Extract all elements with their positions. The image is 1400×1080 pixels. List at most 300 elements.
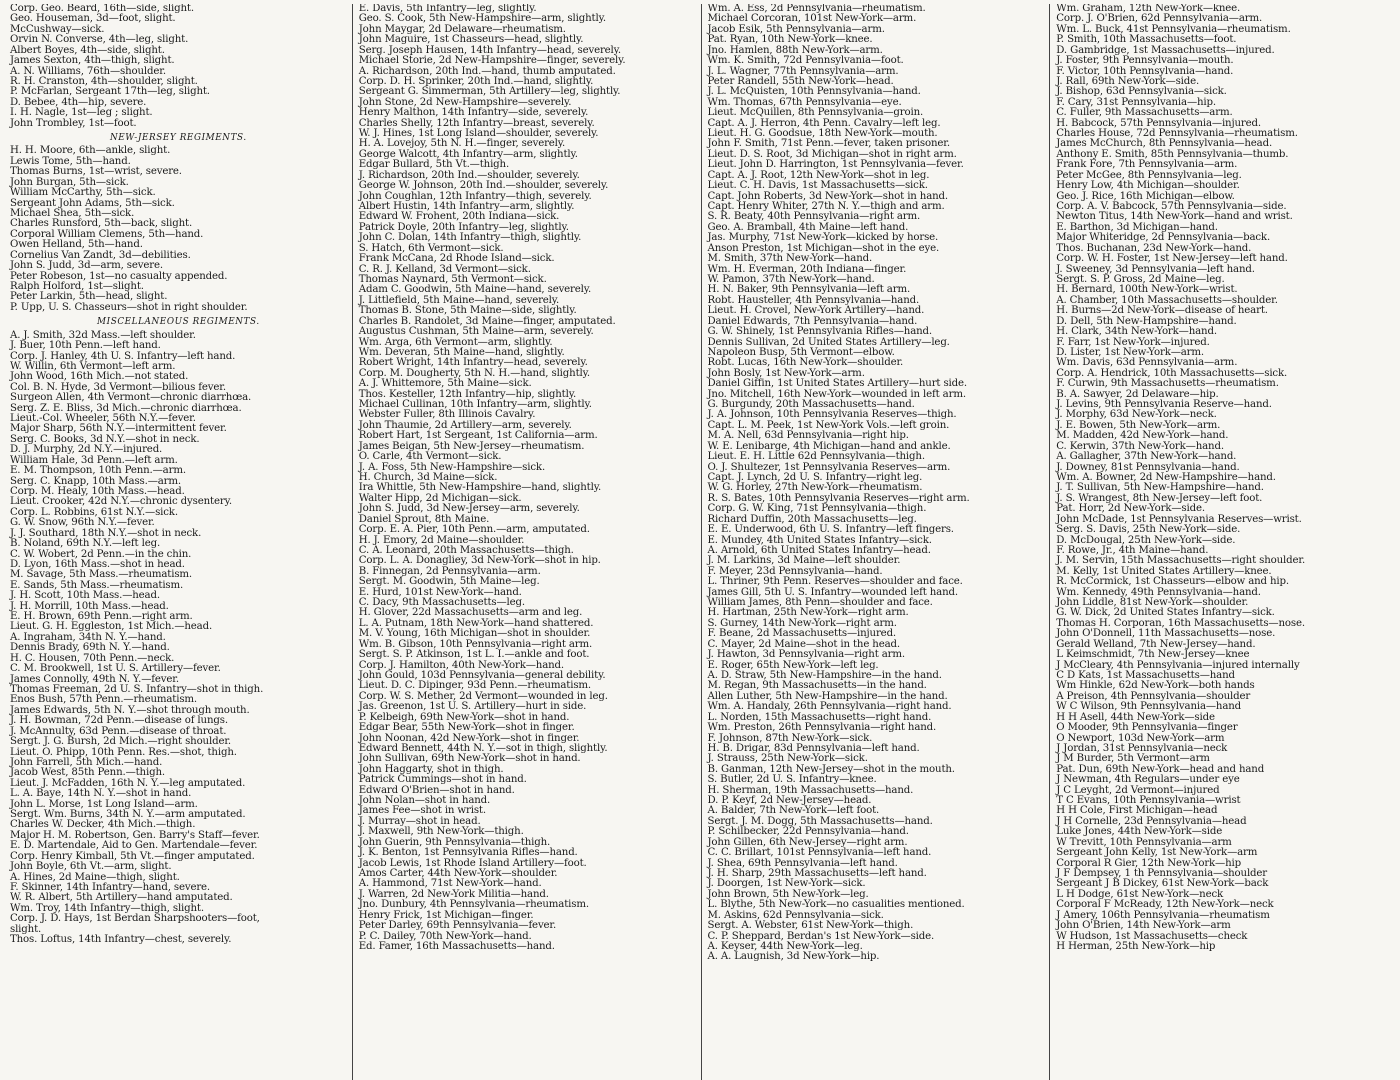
casualty-entry: S. Butler, 2d U. S. Infantry—knee.	[707, 774, 877, 786]
casualty-entry: J. Bishop, 63d Pennsylvania—sick.	[1056, 86, 1227, 98]
casualty-entry: F. Beane, 2d Massachusetts—injured.	[707, 628, 897, 640]
column-4	[1050, 4, 1398, 1080]
casualty-entry: W. J. Hines, 1st Long Island—shoulder, severely.	[358, 128, 599, 140]
casualty-entry: Napoleon Busp, 5th Vermont—elbow.	[707, 346, 895, 358]
casualty-entry: J. T. Sullivan, 5th New-Hampshire—hand.	[1056, 482, 1264, 494]
casualty-entry: John Sullivan, 69th New-York—shot in hand.	[358, 753, 581, 765]
casualty-entry: J. J. Southard, 18th N.Y.—shot in neck.	[10, 527, 202, 539]
casualty-entry: Wm Hinkle, 62d New-York—both hands	[1056, 680, 1255, 692]
casualty-entry: Edward W. Frohent, 20th Indiana—sick.	[358, 211, 560, 223]
casualty-entry: M. Madden, 42d New-York—hand.	[1056, 430, 1229, 442]
casualty-entry: John Stone, 2d New-Hampshire—severely.	[358, 96, 572, 108]
column-1	[4, 4, 353, 1080]
casualty-entry: A. D. Straw, 5th New-Hampshire—in the hand.	[707, 670, 942, 681]
casualty-entry: Dennis Sullivan, 2d United States Artillery—leg.	[707, 336, 950, 348]
casualty-entry: Lieut.-Col. Wheeler, 56th N.Y.—fever.	[10, 413, 196, 425]
casualty-entry: J. Rall, 69th New-York—side.	[1056, 75, 1200, 87]
casualty-entry: Sergt. S. P. Atkinson, 1st L. I.—ankle and foot.	[358, 649, 590, 661]
casualty-entry: Major Sharp, 56th N.Y.—intermittent fever.	[10, 423, 227, 435]
casualty-entry: H. Burns—2d New-York—disease of heart.	[1056, 305, 1268, 317]
casualty-entry: John Nolan—shot in hand.	[358, 795, 491, 807]
casualty-entry: J. Strauss, 25th New-York—sick.	[707, 753, 868, 765]
casualty-entry: John Gillen, 6th New-Jersey—right arm.	[707, 836, 908, 848]
casualty-entry: J. Levins, 9th Pennsylvania Reserve—hand.	[1056, 399, 1272, 411]
casualty-entry: Edgar Bullard, 5th Vt.—thigh.	[358, 159, 510, 171]
casualty-entry: J. Maxwell, 9th New-York—thigh.	[358, 826, 524, 838]
casualty-entry: Wm. Deveran, 5th Maine—hand, slightly.	[358, 346, 565, 358]
casualty-entry: Corp. M. Dougherty, 5th N. H.—hand, slightly.	[358, 367, 590, 379]
casualty-entry: Serg. Z. E. Bliss, 3d Mich.—chronic diarrhœa.	[10, 402, 242, 414]
casualty-entry: F. Farr, 1st New-York—injured.	[1056, 336, 1210, 348]
casualty-entry: Pat. Ryan, 10th New-York—knee.	[707, 34, 873, 46]
casualty-entry: F. Johnson, 87th New-York—sick.	[707, 732, 873, 744]
casualty-entry: John Coughlan, 12th Infantry—thigh, severely.	[358, 190, 592, 202]
casualty-entry: J. L. McQuisten, 10th Pennsylvania—hand.	[707, 86, 921, 98]
casualty-entry: Walter Hipp, 2d Michigan—sick.	[358, 492, 522, 504]
casualty-entry: J. A. Foss, 5th New-Hampshire—sick.	[358, 461, 546, 473]
casualty-entry: G. W. Dick, 2d United States Infantry—sick.	[1056, 607, 1275, 619]
casualty-entry: Major Whiteridge, 2d Pennsylvania—back.	[1056, 232, 1271, 244]
casualty-entry: Lieut. J. McFadden, 16th N. Y.—leg amputated.	[10, 777, 246, 789]
casualty-entry: Lieut. C. H. Davis, 1st Massachusetts—sick.	[707, 180, 928, 192]
casualty-entry: H. Clark, 34th New-York—hand.	[1056, 326, 1217, 338]
casualty-entry: J Newman, 4th Regulars—under eye	[1056, 774, 1240, 786]
casualty-entry: Wm. Preston, 26th Pennsylvania—right hand.	[707, 722, 937, 734]
casualty-entry: Robert Wright, 14th Infantry—head, severely.	[358, 357, 588, 369]
casualty-entry: Thos. Buchanan, 23d New-York—hand.	[1056, 242, 1252, 254]
casualty-entry: A. Hammond, 71st New-York—hand.	[358, 878, 542, 890]
casualty-entry: I. H. Nagle, 1st—leg ; slight.	[10, 107, 153, 119]
casualty-entry: Charles Runsford, 5th—back, slight.	[10, 218, 193, 230]
casualty-entry: L Keimschmidt, 7th New-Jersey—knee	[1056, 649, 1250, 661]
casualty-entry: A. Keyser, 44th New-York—leg.	[707, 940, 863, 952]
casualty-entry: J. Littlefield, 5th Maine—hand, severely.	[358, 294, 560, 306]
casualty-entry: Henry Low, 4th Michigan—shoulder.	[1056, 180, 1240, 192]
casualty-entry: D. P. Keyf, 2d New-Jersey—head.	[707, 795, 872, 807]
casualty-entry: L H Dodge, 61st New-York—neck	[1056, 888, 1224, 900]
casualty-entry: Corporal R Gier, 12th New-York—hip	[1056, 857, 1241, 869]
casualty-entry: John L. Morse, 1st Long Island—arm.	[10, 798, 198, 810]
casualty-entry: Sergt. A. Webster, 61st New-York—thigh.	[707, 920, 914, 932]
casualty-entry: J H Cornelle, 23d Pennsylvania—head	[1056, 815, 1247, 827]
casualty-entry: Corp. L. Robbins, 61st N.Y.—sick.	[10, 506, 178, 518]
casualty-entry: Corp. A. V. Babcock, 57th Pennsylvania—side.	[1056, 201, 1287, 213]
casualty-entry: J. M. Larkins, 3d Maine—left shoulder.	[707, 555, 901, 567]
casualty-entry: C. Dacy, 9th Massachusetts—leg.	[358, 597, 525, 609]
casualty-entry: Daniel Sprout, 8th Maine.	[358, 513, 490, 525]
casualty-entry: John Bosly, 1st New-York—arm.	[707, 367, 865, 379]
casualty-entry: Corporal F McReady, 12th New-York—neck	[1056, 899, 1274, 911]
casualty-entry: Wm. L. Buck, 41st Pennsylvania—rheumatism.	[1056, 23, 1291, 35]
casualty-entry: Sergeant J B Dickey, 61st New-York—back	[1056, 878, 1269, 890]
casualty-entry: Dennis Brady, 69th N. Y.—hand.	[10, 642, 170, 654]
casualty-entry: J F Dempsey, 1 th Pennsylvania—shoulder	[1056, 868, 1268, 880]
casualty-entry: Michael Cullinan, 10th Infantry—arm, slightly.	[358, 399, 592, 411]
casualty-entry: Lewis Tome, 5th—hand.	[10, 155, 131, 167]
casualty-entry: F. Meyer, 23d Pennsylvania—hand.	[707, 565, 883, 577]
casualty-entry: H. Church, 3d Maine—sick.	[358, 471, 498, 483]
casualty-entry: Charles House, 72d Pennsylvania—rheumatism.	[1056, 128, 1298, 140]
casualty-entry: John S. Judd, 3d—arm, severe.	[10, 260, 163, 272]
casualty-entry: Capt. A. J. Herron, 4th Penn. Cavalry—left leg.	[707, 117, 941, 129]
casualty-entry: Michael Shea, 5th—sick.	[10, 208, 135, 220]
casualty-entry: S. R. Beaty, 40th Pennsylvania—right arm.	[707, 211, 921, 223]
casualty-entry: Henry Malthon, 14th Infantry—side, severely.	[358, 107, 589, 119]
casualty-entry: John O'Brien, 14th New-York—arm	[1056, 920, 1231, 932]
casualty-entry: Amos Carter, 44th New-York—shoulder.	[358, 868, 558, 880]
casualty-entry: Webster Fuller, 8th Illinois Cavalry.	[358, 409, 536, 421]
casualty-entry: Newton Titus, 14th New-York—hand and wrist.	[1056, 211, 1293, 223]
casualty-entry: Serg. Joseph Hausen, 14th Infantry—head, severely.	[358, 44, 621, 56]
casualty-entry: G. Burgundy, 20th Massachusetts—hand.	[707, 399, 915, 411]
casualty-entry: J McCleary, 4th Pennsylvania—injured internally	[1056, 659, 1300, 671]
casualty-entry: John McDade, 1st Pennsylvania Reserves—wrist.	[1056, 513, 1302, 525]
casualty-entry: J. Doorgen, 1st New-York—sick.	[707, 878, 866, 890]
casualty-entry: L. A. Putnam, 18th New-York—hand shattered.	[358, 617, 594, 629]
casualty-entry: J. McAnnulty, 63d Penn.—disease of throat.	[10, 725, 227, 737]
casualty-entry: A. Richardson, 20th Ind.—hand, thumb amputated.	[358, 65, 616, 77]
casualty-entry: H. N. Baker, 9th Pennsylvania—left arm.	[707, 284, 911, 296]
casualty-entry: W. G. Horley, 27th New-York—rheumatism.	[707, 482, 923, 494]
casualty-entry: E. D. Martendale, Aid to Gen. Martendale—fever.	[10, 840, 258, 852]
casualty-entry: D. Bebee, 4th—hip, severe.	[10, 96, 147, 108]
casualty-entry: F. Skinner, 14th Infantry—hand, severe.	[10, 882, 211, 894]
casualty-entry: James Sexton, 4th—thigh, slight.	[10, 55, 175, 67]
casualty-entry: Edgar Bear, 55th New-York—shot in finger.	[358, 722, 575, 734]
casualty-entry: Thomas H. Corporan, 16th Massachusetts—nose.	[1056, 617, 1305, 629]
casualty-entry: John C. Dolan, 14th Infantry—thigh, slightly.	[358, 232, 582, 244]
casualty-entry: E. Barthon, 3d Michigan—hand.	[1056, 221, 1218, 233]
casualty-entry: W. Pamon, 37th New-York—hand.	[707, 273, 875, 285]
casualty-entry: P. Kelbeigh, 69th New-York—shot in hand.	[358, 711, 570, 723]
casualty-entry: C. W. Wobert, 2d Penn.—in the chin.	[10, 548, 192, 560]
casualty-entry: John Maygar, 2d Delaware—rheumatism.	[358, 23, 566, 35]
casualty-entry: J. H. Scott, 10th Mass.—head.	[10, 590, 160, 602]
casualty-entry: Corp. Henry Kimball, 5th Vt.—finger amputated.	[10, 850, 255, 862]
casualty-entry: C. A. Leonard, 20th Massachusetts—thigh.	[358, 544, 574, 556]
casualty-entry: M. V. Young, 16th Michigan—shot in shoulder.	[358, 628, 591, 640]
casualty-entry: J. Richardson, 20th Ind.—shoulder, severely.	[358, 169, 580, 181]
casualty-entry: John Wood, 16th Mich.—not stated.	[10, 371, 189, 383]
casualty-entry: F. Curwin, 9th Massachusetts—rheumatism.	[1056, 378, 1279, 390]
casualty-entry: H. Babcock, 57th Pennsylvania—injured.	[1056, 117, 1261, 129]
casualty-entry: P. C. Dailey, 70th New-York—hand.	[358, 930, 532, 942]
casualty-entry: Corp. E. A. Pier, 10th Penn.—arm, amputated.	[358, 524, 590, 536]
casualty-entry: Jas. Greenon, 1st U. S. Artillery—hurt in side.	[358, 701, 587, 713]
casualty-entry: Sergt. S. P. Gross, 2d Maine—leg.	[1056, 273, 1225, 285]
casualty-entry: Wm. Arga, 6th Vermont—arm, slightly.	[358, 336, 553, 348]
casualty-entry: John S. Judd, 3d New-Jersey—arm, severely.	[358, 503, 580, 515]
casualty-entry: Corp. J. D. Hays, 1st Berdan Sharpshooters—foot,	[10, 913, 260, 925]
casualty-entry: A. Gallagher, 37th New-York—hand.	[1056, 451, 1237, 463]
column-3	[702, 4, 1051, 1080]
casualty-entry: Wm. A. Bowner, 2d New-Hampshire—hand.	[1056, 471, 1276, 483]
casualty-entry: Charles B. Randolet, 3d Maine—finger, amputated.	[358, 315, 616, 327]
casualty-entry: H H Cole, First Michigan—head	[1056, 805, 1218, 817]
casualty-entry: H. B. Drigar, 83d Pennsylvania—left hand.	[707, 742, 920, 754]
casualty-entry: Wm. Davis, 63d Pennsylvania—arm.	[1056, 357, 1238, 369]
casualty-entry: H. Glover, 22d Massachusetts—arm and leg.	[358, 607, 583, 619]
casualty-entry: James Fee—shot in wrist.	[358, 805, 486, 817]
casualty-entry: Peter Larkin, 5th—head, slight.	[10, 291, 168, 303]
casualty-entry: Geo. Houseman, 3d—foot, slight.	[10, 13, 176, 25]
casualty-entry: P. Smith, 10th Massachusetts—foot.	[1056, 34, 1237, 46]
casualty-entry: Thomas Naynard, 5th Vermont—sick.	[358, 273, 547, 285]
casualty-entry: J M Burder, 5th Vermont—arm	[1056, 753, 1210, 765]
casualty-entry: Pat. Dun, 69th New-York—head and hand	[1056, 763, 1265, 775]
casualty-entry: Corporal William Clemens, 5th—hand.	[10, 228, 204, 240]
casualty-entry: W. E. Lenibarge, 4th Michigan—hand and ankle.	[707, 440, 951, 452]
casualty-entry: Charles Shelly, 12th Infantry—breast, severely.	[358, 117, 595, 129]
casualty-entry: John O'Donnell, 11th Massachusetts—nose.	[1056, 628, 1276, 640]
casualty-entry: B. Noland, 69th N.Y.—left leg.	[10, 538, 161, 550]
casualty-entry: W. Willin, 6th Vermont—left arm.	[10, 360, 176, 372]
casualty-entry: J. A. Johnson, 10th Pennsylvania Reserves—thigh.	[707, 409, 957, 421]
casualty-entry: Thomas Burns, 1st—wrist, severe.	[10, 166, 182, 178]
casualty-entry: John Trombley, 1st—foot.	[10, 117, 137, 129]
casualty-entry: L. Blythe, 5th New-York—no casualities mentioned.	[707, 899, 965, 911]
casualty-entry: William McCarthy, 5th—sick.	[10, 187, 156, 199]
casualty-entry: Lieut. H. G. Goodsue, 18th New-York—mouth.	[707, 128, 938, 140]
casualty-entry: J. H. Morrill, 10th Mass.—head.	[10, 600, 169, 612]
casualty-entry: Daniel Edwards, 7th Pennsylvania—hand.	[707, 315, 918, 327]
casualty-entry: D. Gambridge, 1st Massachusetts—injured.	[1056, 44, 1275, 56]
casualty-entry: H. C. Housen, 70th Penn.—neck.	[10, 652, 175, 664]
casualty-entry: John F. Smith, 71st Penn.—fever, taken prisoner.	[707, 138, 950, 150]
casualty-entry: A. J. Smith, 32d Mass.—left shoulder.	[10, 329, 196, 341]
casualty-entry: John Haggarty, shot in thigh.	[358, 763, 504, 775]
casualty-entry: Jno. Hamlen, 88th New-York—arm.	[707, 44, 883, 56]
casualty-entry: E. E. Underwood, 6th U. S. Infantry—left fingers.	[707, 524, 954, 536]
casualty-entry: Peter Randell, 55th New-York—head.	[707, 75, 894, 87]
casualty-entry: Surgeon Allen, 4th Vermont—chronic diarrhœa.	[10, 392, 252, 404]
casualty-entry: D. J. Murphy, 2d N.Y.—injured.	[10, 444, 163, 456]
casualty-entry: Peter Darley, 69th Pennsylvania—fever.	[358, 920, 557, 932]
casualty-entry: Charles W. Decker, 4th Mich.—thigh.	[10, 819, 196, 831]
casualty-entry: Frank McCana, 2d Rhode Island—sick.	[358, 253, 555, 265]
casualty-entry: M. Smith, 37th New-York—hand.	[707, 253, 873, 265]
casualty-entry: J. Murray—shot in head.	[358, 815, 481, 827]
casualty-entry: Jas. Murphy, 71st New-York—kicked by horse.	[707, 232, 939, 244]
casualty-entry: John Boyle, 6th Vt.—arm, slight.	[10, 861, 172, 873]
casualty-entry: D. Dell, 5th New-Hampshire—hand.	[1056, 315, 1237, 327]
casualty-entry: E. Hurd, 101st New-York—hand.	[358, 586, 522, 598]
casualty-entry: J. Foster, 9th Pennsylvania—mouth.	[1056, 55, 1234, 67]
casualty-entry: Anthony E. Smith, 85th Pennsylvania—thumb.	[1056, 148, 1289, 160]
casualty-entry: S. Hatch, 6th Vermont—sick.	[358, 242, 504, 254]
casualty-entry: J C Leyght, 2d Vermont—injured	[1056, 784, 1220, 796]
casualty-entry: Richard Duffin, 20th Massachusetts—leg.	[707, 513, 917, 525]
casualty-entry: C. M. Brookwell, 1st U. S. Artillery—fever.	[10, 663, 221, 675]
casualty-entry: Lieut. O. Phipp, 10th Penn. Res.—shot, thigh.	[10, 746, 237, 758]
casualty-entry: Corp. G. W. King, 71st Pennsylvania—thigh.	[707, 503, 927, 515]
casualty-entry: C. Mayer, 2d Maine—shot in the head.	[707, 638, 900, 650]
casualty-entry: Capt. L. M. Peek, 1st New-York Vols.—left groin.	[707, 419, 950, 431]
casualty-entry: A. N. Williams, 76th—shoulder.	[10, 65, 166, 77]
casualty-entry: Sergeant G. Simmerman, 5th Artillery—leg, slightly.	[358, 86, 621, 98]
casualty-entry: Wm. H. Everman, 20th Indiana—finger.	[707, 263, 907, 275]
casualty-entry: John Gould, 103d Pennsylvania—general debility.	[358, 670, 606, 681]
casualty-entry: C. Kerwin, 37th New-York—hand.	[1056, 440, 1224, 452]
casualty-entry: Wm. Kennedy, 49th Pennsylvania—hand.	[1056, 586, 1261, 598]
casualty-entry: J. K. Benton, 1st Pennsylvania Rifles—hand.	[358, 847, 578, 859]
casualty-entry: Col. B. N. Hyde, 3d Vermont—bilious fever.	[10, 381, 226, 393]
casualty-entry: McCushway—sick.	[10, 23, 105, 35]
casualty-entry: Henry Frick, 1st Michigan—finger.	[358, 909, 534, 921]
casualty-entry: Corp. W. S. Mether, 2d Vermont—wounded in leg.	[358, 690, 608, 702]
casualty-entry: Thos. Loftus, 14th Infantry—chest, severely.	[10, 934, 232, 946]
casualty-entry: C. Fuller, 9th Massachusetts—arm.	[1056, 107, 1233, 119]
casualty-entry: H Herman, 25th New-York—hip	[1056, 940, 1216, 952]
casualty-entry: Corp. A. Hendrick, 10th Massachusetts—sick.	[1056, 367, 1288, 379]
casualty-entry: Lieut. D. C. Dipinger, 93d Penn.—rheumatism.	[358, 680, 591, 692]
casualty-entry: Jacob West, 85th Penn.—thigh.	[10, 767, 165, 779]
casualty-entry: J Jordan, 31st Pennsylvania—neck	[1056, 742, 1228, 754]
casualty-entry: E. Mundey, 4th United States Infantry—sick.	[707, 534, 932, 546]
casualty-entry: E. M. Thompson, 10th Penn.—arm.	[10, 465, 186, 477]
casualty-entry: Augustus Cushman, 5th Maine—arm, severely.	[358, 326, 594, 338]
casualty-entry: James McChurch, 8th Pennsylvania—head.	[1056, 138, 1273, 150]
casualty-entry: William James, 8th Penn—shoulder and face.	[707, 597, 933, 609]
casualty-entry: C. R. J. Kelland, 3d Vermont—sick.	[358, 263, 531, 275]
casualty-entry: A. Arnold, 6th United States Infantry—head.	[707, 544, 931, 556]
casualty-entry: Serg. S. Davis, 25th New-York—side.	[1056, 524, 1241, 536]
casualty-entry: R. S. Bates, 10th Pennsylvania Reserves—right arm.	[707, 492, 970, 504]
casualty-entry: Thomas Freeman, 2d U. S. Infantry—shot in thigh.	[10, 684, 264, 695]
casualty-entry: A. Hines, 2d Maine—thigh, slight.	[10, 871, 180, 883]
casualty-entry: D. Lister, 1st New-York—arm.	[1056, 346, 1205, 358]
casualty-entry: T C Evans, 10th Pennsylvania—wrist	[1056, 795, 1241, 807]
casualty-entry: W. R. Albert, 5th Artillery—hand amputated.	[10, 892, 233, 904]
casualty-entry: W C Wilson, 9th Pennsylvania—hand	[1056, 701, 1242, 713]
casualty-entry: J. E. Bowen, 5th New-York—arm.	[1056, 419, 1221, 431]
casualty-entry: Corp. J. Hamilton, 40th New-York—hand.	[358, 659, 565, 671]
casualty-entry: A Preison, 4th Pennsylvania—shoulder	[1056, 690, 1251, 702]
casualty-entry: John Guerin, 9th Pennsylvania—thigh.	[358, 836, 551, 848]
casualty-entry: P. McFarlan, Sergeant 17th—leg, slight.	[10, 86, 210, 98]
casualty-entry: Sergt. M. Goodwin, 5th Maine—leg.	[358, 576, 540, 588]
casualty-entry: Adam C. Goodwin, 5th Maine—hand, severely.	[358, 284, 592, 296]
casualty-entry: Corp. L. A. Donagliey, 3d New-York—shot in hip.	[358, 555, 601, 567]
casualty-entry: M. Regan, 9th Massachusetts—in the hand.	[707, 680, 927, 692]
casualty-entry: J. Morphy, 63d New-York—neck.	[1056, 409, 1217, 421]
casualty-entry: Allen Luther, 5th New-Hampshire—in the hand.	[707, 690, 948, 702]
casualty-entry: J. Warren, 2d New-York Militia—hand.	[358, 888, 549, 900]
casualty-entry: Lieut. D. S. Root, 3d Michigan—shot in right arm.	[707, 148, 957, 160]
casualty-entry: Serg. C. Knapp, 10th Mass.—arm.	[10, 475, 181, 487]
casualty-entry: Major H. M. Robertson, Gen. Barry's Staff—fever.	[10, 829, 260, 841]
casualty-entry: H. Bernard, 100th New-York—wrist.	[1056, 284, 1238, 296]
casualty-entry: Anson Preston, 1st Michigan—shot in the eye.	[707, 242, 940, 254]
casualty-entry: O. J. Shultezer, 1st Pennsylvania Reserves—arm.	[707, 461, 951, 473]
casualty-entry: O Newport, 103d New-York—arm	[1056, 732, 1225, 744]
casualty-entry: M. Kelly, 1st United States Artillery—knee.	[1056, 565, 1272, 577]
casualty-entry: John Noonan, 42d New-York—shot in finger.	[358, 732, 580, 744]
casualty-entry: Edward Bennett, 44th N. Y.—sot in thigh, slightly.	[358, 742, 608, 754]
casualty-entry: Geo. J. Rice, 16th Michigan—elbow.	[1056, 190, 1235, 202]
casualty-entry: Pat. Horr, 2d New-York—side.	[1056, 503, 1205, 515]
casualty-entry: M. Askins, 62d Pennsylvania—sick.	[707, 909, 884, 921]
casualty-entry: Corp. W. H. Foster, 1st New-Jersey—left hand.	[1056, 253, 1288, 265]
casualty-entry: E. Davis, 5th Infantry—leg, slightly.	[358, 4, 537, 14]
casualty-entry: S. Gurney, 14th New-York—right arm.	[707, 617, 897, 629]
casualty-entry: H. Sherman, 19th Massachusetts—hand.	[707, 784, 914, 796]
casualty-entry: Lieut. G. H. Eggleston, 1st Mich.—head.	[10, 621, 213, 633]
casualty-entry: Lieut. McQuillen, 8th Pennsylvania—groin.	[707, 107, 924, 119]
casualty-entry: Sergeant John Adams, 5th—sick.	[10, 197, 175, 209]
column-2	[353, 4, 702, 1080]
casualty-entry: Michael Storie, 2d New-Hampshire—finger, severely.	[358, 55, 626, 67]
casualty-entry: Gerald Welland, 7th New-Jersey—hand.	[1056, 638, 1256, 650]
casualty-entry: Michael Corcoran, 101st New-York—arm.	[707, 13, 917, 25]
casualty-entry: Lieut. H. Crovel, New-York Artillery—hand.	[707, 305, 925, 317]
casualty-entry: F. Cary, 31st Pennsylvania—hip.	[1056, 96, 1216, 108]
casualty-entry: A. A. Laugnish, 3d New-York—hip.	[707, 951, 880, 963]
casualty-entry: Capt. Henry Whiter, 27th N. Y.—thigh and arm.	[707, 201, 945, 213]
casualty-entry: Ira Whittle, 5th New-Hampshire—hand, slightly.	[358, 482, 602, 494]
casualty-entry: Geo. S. Cook, 5th New-Hampshire—arm, slightly.	[358, 13, 606, 25]
casualty-entry: Corp. Geo. Beard, 16th—side, slight.	[10, 4, 194, 14]
casualty-entry: J. S. Wrangest, 8th New-Jersey—left foot.	[1056, 492, 1263, 504]
section-heading: NEW-JERSEY REGIMENTS.	[109, 133, 247, 144]
casualty-entry: E. H. Brown, 69th Penn.—right arm.	[10, 611, 193, 623]
casualty-entry: Jacob Esik, 5th Pennsylvania—arm.	[707, 23, 885, 35]
casualty-entry: O Mooder, 9th Pennsylvania—finger	[1056, 722, 1238, 734]
casualty-entry: Serg. C. Books, 3d N.Y.—shot in neck.	[10, 433, 200, 445]
casualty-entry: A. J. Whittemore, 5th Maine—sick.	[358, 378, 532, 390]
casualty-entry: P. Upp, U. S. Chasseurs—shot in right shoulder.	[10, 301, 248, 313]
casualty-entry: Robt. Hausteller, 4th Pennsylvania—hand.	[707, 294, 920, 306]
casualty-entry: J. Buer, 10th Penn.—left hand.	[10, 340, 161, 352]
casualty-entry: James Connolly, 49th N. Y.—fever.	[10, 673, 179, 685]
casualty-entry: A. Balder, 7th New-York—left foot.	[707, 805, 880, 817]
casualty-entry: Capt. J. Lynch, 2d U. S. Infantry—right leg.	[707, 471, 923, 483]
casualty-entry: A. Chamber, 10th Massachusetts—shoulder.	[1056, 294, 1278, 306]
casualty-entry: Owen Helland, 5th—hand.	[10, 239, 143, 251]
casualty-entry: slight.	[10, 923, 42, 935]
casualty-entry: Thomas B. Stone, 5th Maine—side, slightly.	[358, 305, 577, 317]
casualty-entry: M. A. Nell, 63d Pennsylvania—right hip.	[707, 430, 909, 442]
casualty-entry: W Hudson, 1st Massachusetts—check	[1056, 930, 1248, 942]
casualty-entry: Patrick Cummings—shot in hand.	[358, 774, 527, 786]
casualty-entry: H. J. Emory, 2d Maine—shoulder.	[358, 534, 525, 546]
casualty-entry: Cornelius Van Zandt, 3d—debilities.	[10, 249, 191, 261]
casualty-entry: J Amery, 106th Pennsylvania—rheumatism	[1056, 909, 1270, 921]
casualty-entry: J. M. Servin, 15th Massachusetts—right shoulder.	[1056, 555, 1306, 567]
casualty-entry: George Walcott, 4th Infantry—arm, slightly.	[358, 148, 578, 160]
casualty-entry: Wm. A. Ess, 2d Pennsylvania—rheumatism.	[707, 4, 926, 14]
section-heading: MISCELLANEOUS REGIMENTS.	[97, 317, 260, 328]
casualty-entry: James Gill, 5th U. S. Infantry—wounded left hand.	[707, 586, 958, 598]
casualty-entry: Albert Hustin, 14th Infantry—arm, slightly.	[358, 201, 575, 213]
casualty-entry: R. McCormick, 1st Chasseurs—elbow and hip.	[1056, 576, 1289, 588]
casualty-entry: H. Hartman, 25th New-York—right arm.	[707, 607, 909, 619]
casualty-entry: W Trevitt, 10th Pennsylvania—arm	[1056, 836, 1232, 848]
casualty-entry: Albert Boyes, 4th—side, slight.	[10, 44, 165, 56]
casualty-entry: J. L. Wagner, 77th Pennsylvania—arm.	[707, 65, 899, 77]
casualty-entry: Wm. K. Smith, 72d Pennsylvania—foot.	[707, 55, 904, 67]
casualty-entry: Robt. Lucas, 16th New-York—shoulder.	[707, 357, 904, 369]
casualty-entry: E. Roger, 65th New-York—left leg.	[707, 659, 879, 671]
casualty-entry: J. Shea, 69th Pennsylvania—left hand.	[707, 857, 898, 869]
casualty-entry: H H Asell, 44th New-York—side	[1056, 711, 1215, 723]
casualty-entry: J. Sweeney, 3d Pennsylvania—left hand.	[1056, 263, 1255, 275]
casualty-entry: Wm. Troy, 14th Infantry—thigh, slight.	[10, 902, 204, 914]
casualty-entry: Daniel Giffin, 1st United States Artillery—hurt side.	[707, 378, 967, 390]
casualty-entry: Wm. B. Gibson, 10th Pennsylvania—right arm.	[358, 638, 593, 650]
casualty-entry: Patrick Doyle, 20th Infantry—leg, slightly.	[358, 221, 569, 233]
casualty-entry: Ralph Holford, 1st—slight.	[10, 280, 144, 292]
